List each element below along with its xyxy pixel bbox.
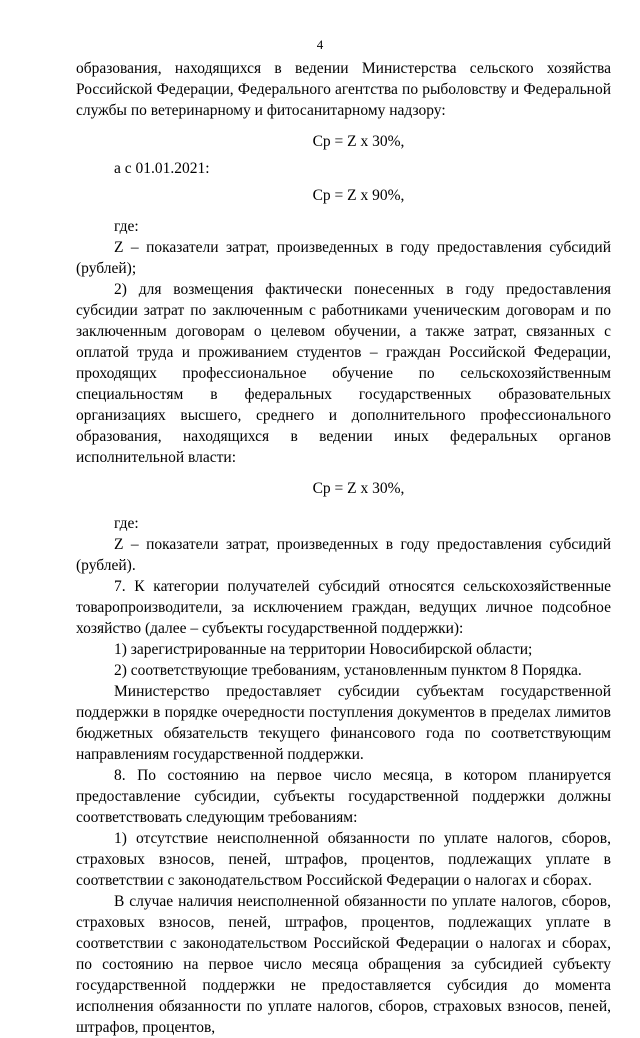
paragraph-debt-case: В случае наличия неисполненной обязанности по уплате налогов, сборов, страховых взносов, пеней, штрафов, процентов, подлежащих уплате в соответствии с законодательством Российской Федерации о налогах и сборах, по состоянию на первое число месяца обращения за субсидией субъекту государственной поддержки не предоставляется субсидия до момента исполнения обязанности по уплате налогов, сборов, страховых взносов, пеней, штрафов, процентов, bbox=[76, 893, 611, 1036]
document-body bbox=[76, 58, 611, 1038]
formula-3: Ср = Z x 30%, bbox=[312, 480, 405, 497]
paragraph-clause-8: 8. По состоянию на первое число месяца, в котором планируется предоставление субсидии, субъекты государственной поддержки должны соответствовать следующим требованиям: bbox=[76, 767, 611, 826]
paragraph-clause-7: 7. К категории получателей субсидий относятся сельскохозяйственные товаропроизводители, за исключением граждан, ведущих личное подсобное хозяйство (далее – субъекты государственной поддержки): bbox=[76, 578, 611, 637]
paragraph-date: а с 01.01.2021: bbox=[114, 160, 210, 177]
paragraph-z-definition-2: Z – показатели затрат, произведенных в году предоставления субсидий (рублей). bbox=[76, 536, 611, 574]
formula-1: Ср = Z x 30%, bbox=[312, 133, 405, 150]
paragraph-where-2: где: bbox=[114, 515, 139, 532]
formula-2: Ср = Z x 90%, bbox=[312, 187, 405, 204]
paragraph-z-definition-1: Z – показатели затрат, произведенных в году предоставления субсидий (рублей); bbox=[76, 239, 611, 277]
paragraph-clause-7-item-1: 1) зарегистрированные на территории Новосибирской области; bbox=[114, 641, 533, 658]
paragraph-where-1: где: bbox=[114, 218, 139, 235]
paragraph-continuation: образования, находящихся в ведении Министерства сельского хозяйства Российской Федерации, Федерального агентства по рыболовству и Федеральной службы по ветеринарному и фитосанитарному надзору: bbox=[76, 60, 611, 119]
page-number: 4 bbox=[316, 37, 324, 52]
paragraph-clause-7-item-2: 2) соответствующие требованиям, установленным пунктом 8 Порядка. bbox=[114, 662, 582, 679]
paragraph-item-2: 2) для возмещения фактически понесенных в году предоставления субсидии затрат по заключенным с работниками ученическим договорам и по заключенным договорам о целевом обучении, а также затрат, связанных с оплатой труда и проживанием студентов – граждан Российской Федерации, проходящих профессиональное обучение по сельскохозяйственным специальностям в федеральных государственных образовательных организациях высшего, среднего и дополнительного профессионального образования, находящихся в ведении иных федеральных органов исполнительной власти: bbox=[76, 281, 611, 466]
paragraph-clause-8-item-1: 1) отсутствие неисполненной обязанности по уплате налогов, сборов, страховых взносов, пеней, штрафов, процентов, подлежащих уплате в соответствии с законодательством Российской Федерации о налогах и сборах. bbox=[76, 830, 611, 889]
paragraph-ministry: Министерство предоставляет субсидии субъектам государственной поддержки в порядке очередности поступления документов в пределах лимитов бюджетных обязательств текущего финансового года по соответствующим направлениям государственной поддержки. bbox=[76, 683, 611, 763]
